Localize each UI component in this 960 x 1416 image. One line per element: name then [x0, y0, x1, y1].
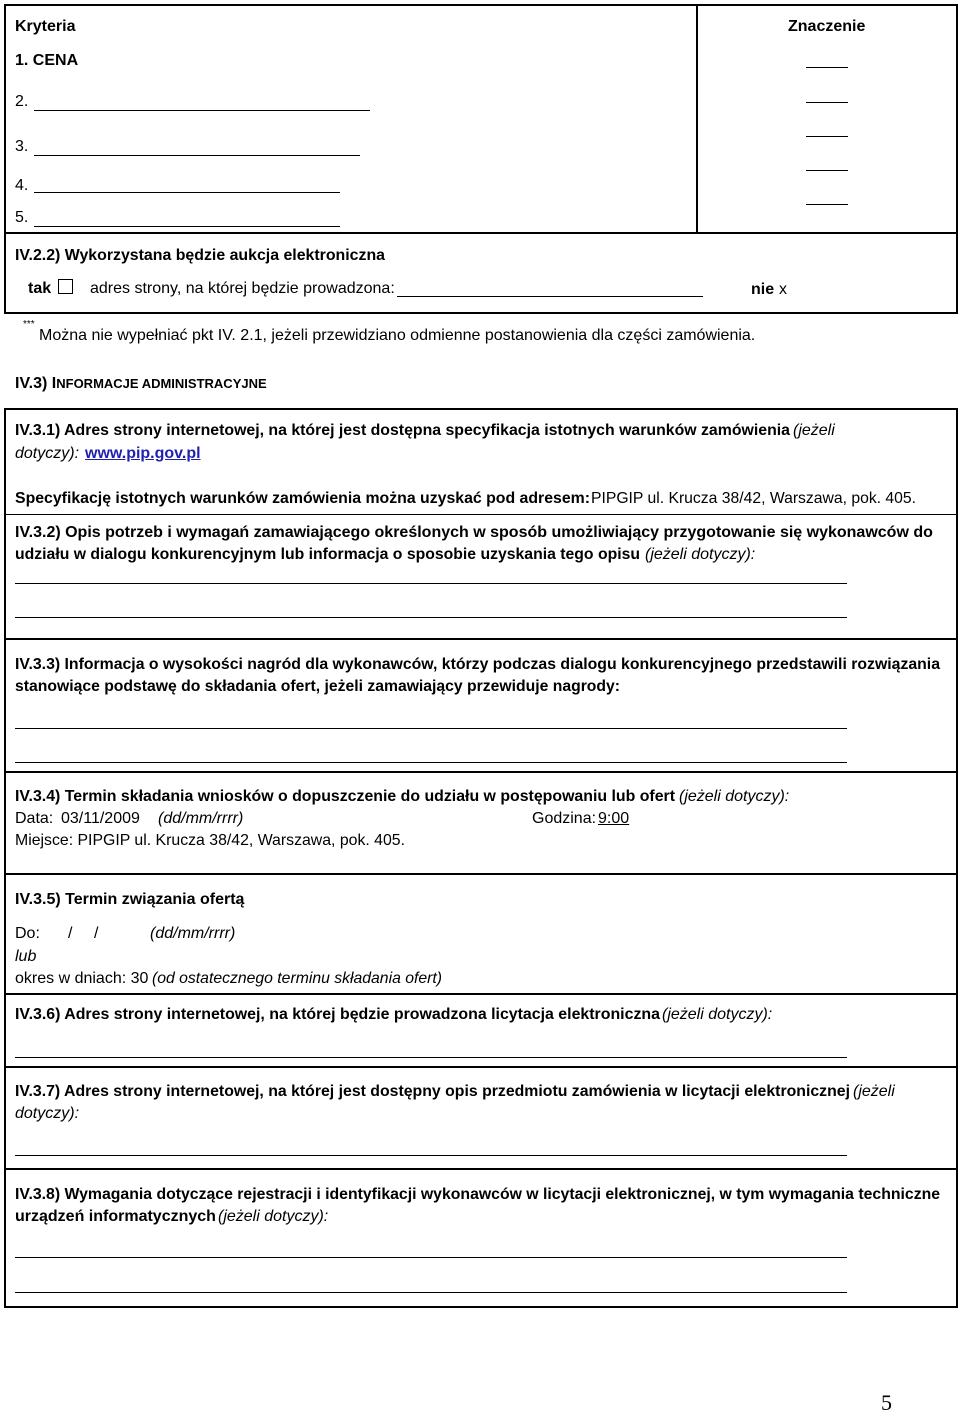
- spec-address: PIPGIP ul. Krucza 38/42, Warszawa, pok. 405.: [591, 490, 917, 507]
- iv33-answer-line-1[interactable]: [15, 728, 847, 729]
- note-text: Można nie wypełniać pkt IV. 2.1, jeżeli przewidziano odmienne postanowienia dla części zamówienia.: [39, 327, 756, 344]
- note-stars: ***: [23, 319, 35, 330]
- iv34-godzina-label: Godzina:: [532, 810, 597, 827]
- iv35-lub: lub: [15, 948, 37, 965]
- spec-label: Specyfikację istotnych warunków zamówienia można uzyskać pod adresem:: [15, 490, 591, 507]
- iv36-bottom-rule: [6, 1066, 956, 1068]
- iv37-answer-line[interactable]: [15, 1155, 847, 1156]
- criterion-2: 2.: [15, 93, 29, 110]
- iv31-italic-a: (jeżeli: [793, 422, 835, 439]
- iv31-url-link[interactable]: www.pip.gov.pl: [85, 445, 201, 462]
- significance-line-4[interactable]: [806, 170, 848, 171]
- section-iv3-title-first: I: [51, 375, 57, 392]
- criterion-1: 1. CENA: [15, 52, 79, 69]
- section-iv3-num: IV.3): [15, 375, 48, 392]
- auction-address-label: adres strony, na której będzie prowadzona:: [90, 280, 395, 297]
- iv31-heading: IV.3.1) Adres strony internetowej, na której jest dostępna specyfikacja istotnych warunków zamówienia: [15, 422, 790, 439]
- iv35-heading: IV.3.5) Termin związania ofertą: [15, 891, 245, 908]
- criteria-divider: [696, 4, 698, 234]
- iv33-line2: stanowiące podstawę do składania ofert, jeżeli zamawiający przewiduje nagrody:: [15, 678, 621, 695]
- criterion-3: 3.: [15, 138, 29, 155]
- criteria-box: [4, 4, 958, 234]
- iv35-okres-italic: (od ostatecznego terminu składania ofert): [152, 970, 443, 987]
- auction-heading: IV.2.2) Wykorzystana będzie aukcja elektroniczna: [15, 247, 386, 264]
- iv31-bottom-rule: [6, 514, 956, 515]
- iv36-italic: (jeżeli dotyczy):: [662, 1006, 773, 1023]
- criterion-5-line[interactable]: [34, 226, 340, 227]
- criterion-3-line[interactable]: [34, 155, 360, 156]
- iv33-line1: IV.3.3) Informacja o wysokości nagród dla wykonawców, którzy podczas dialogu konkurencyjnego przedstawili rozwiązania: [15, 656, 941, 673]
- page-number: 5: [881, 1390, 892, 1415]
- iv32-bottom-rule: [6, 638, 956, 640]
- iv35-slash-1: /: [68, 925, 73, 942]
- iv34-data-value: 03/11/2009: [61, 810, 140, 827]
- iv32-italic: (jeżeli dotyczy):: [645, 546, 756, 563]
- iv34-heading: IV.3.4) Termin składania wniosków o dopuszczenie do udziału w postępowaniu lub ofert: [15, 788, 675, 805]
- iv32-answer-line-2[interactable]: [15, 617, 847, 618]
- iv35-bottom-rule: [6, 993, 956, 995]
- iv38-line2: urządzeń informatycznych: [15, 1208, 216, 1225]
- iv37-heading: IV.3.7) Adres strony internetowej, na której jest dostępny opis przedmiotu zamówienia w licytacji elektronicznej: [15, 1083, 850, 1100]
- iv38-answer-line-2[interactable]: [15, 1292, 847, 1293]
- tak-checkbox[interactable]: [58, 279, 73, 294]
- criterion-4-line[interactable]: [34, 192, 340, 193]
- iv32-line2: udziału w dialogu konkurencyjnym lub informacja o sposobie uzyskania tego opisu: [15, 546, 641, 563]
- iv35-date-format: (dd/mm/rrrr): [150, 925, 236, 942]
- iv34-italic: (jeżeli dotyczy):: [679, 788, 790, 805]
- iv35-slash-2: /: [94, 925, 99, 942]
- iv37-italic-b: dotyczy):: [15, 1105, 80, 1122]
- significance-line-3[interactable]: [806, 136, 848, 137]
- iv34-miejsce: Miejsce: PIPGIP ul. Krucza 38/42, Warszawa, pok. 405.: [15, 832, 406, 849]
- criterion-2-line[interactable]: [34, 110, 370, 111]
- nie-label: nie: [751, 281, 775, 298]
- iv37-bottom-rule: [6, 1168, 956, 1170]
- admin-box: [4, 408, 958, 1308]
- iv34-bottom-rule: [6, 873, 956, 875]
- iv33-bottom-rule: [6, 771, 956, 773]
- significance-line-1[interactable]: [806, 67, 848, 68]
- tak-label: tak: [28, 280, 52, 297]
- iv32-answer-line-1[interactable]: [15, 583, 847, 584]
- auction-box: [4, 232, 958, 314]
- iv34-date-format: (dd/mm/rrrr): [158, 810, 244, 827]
- iv38-answer-line-1[interactable]: [15, 1257, 847, 1258]
- iv35-do-label: Do:: [15, 925, 40, 942]
- iv38-italic: (jeżeli dotyczy):: [218, 1208, 329, 1225]
- auction-address-line[interactable]: [397, 296, 703, 297]
- iv34-godzina-value: 9:00: [598, 810, 630, 827]
- iv35-okres: okres w dniach: 30: [15, 970, 149, 987]
- iv31-italic-b: dotyczy):: [15, 445, 80, 462]
- significance-header: Znaczenie: [788, 18, 866, 35]
- iv36-heading: IV.3.6) Adres strony internetowej, na której będzie prowadzona licytacja elektroniczna: [15, 1006, 660, 1023]
- section-iv3-heading: [15, 374, 267, 394]
- significance-line-2[interactable]: [806, 102, 848, 103]
- iv38-line1: IV.3.8) Wymagania dotyczące rejestracji i identyfikacji wykonawców w licytacji elektronicznej, w tym wymagania techniczne: [15, 1186, 941, 1203]
- section-iv3-title-rest: NFORMACJE ADMINISTRACYJNE: [56, 376, 267, 391]
- nie-mark: x: [779, 281, 787, 298]
- iv34-data-label: Data:: [15, 810, 54, 827]
- criterion-5: 5.: [15, 209, 29, 226]
- criterion-4: 4.: [15, 177, 29, 194]
- iv37-italic-a: (jeżeli: [853, 1083, 895, 1100]
- criteria-header: Kryteria: [15, 18, 76, 35]
- iv36-answer-line[interactable]: [15, 1057, 847, 1058]
- significance-line-5[interactable]: [806, 204, 848, 205]
- iv33-answer-line-2[interactable]: [15, 762, 847, 763]
- iv32-line1: IV.3.2) Opis potrzeb i wymagań zamawiającego określonych w sposób umożliwiający przygotowanie się wykonawców do: [15, 524, 933, 541]
